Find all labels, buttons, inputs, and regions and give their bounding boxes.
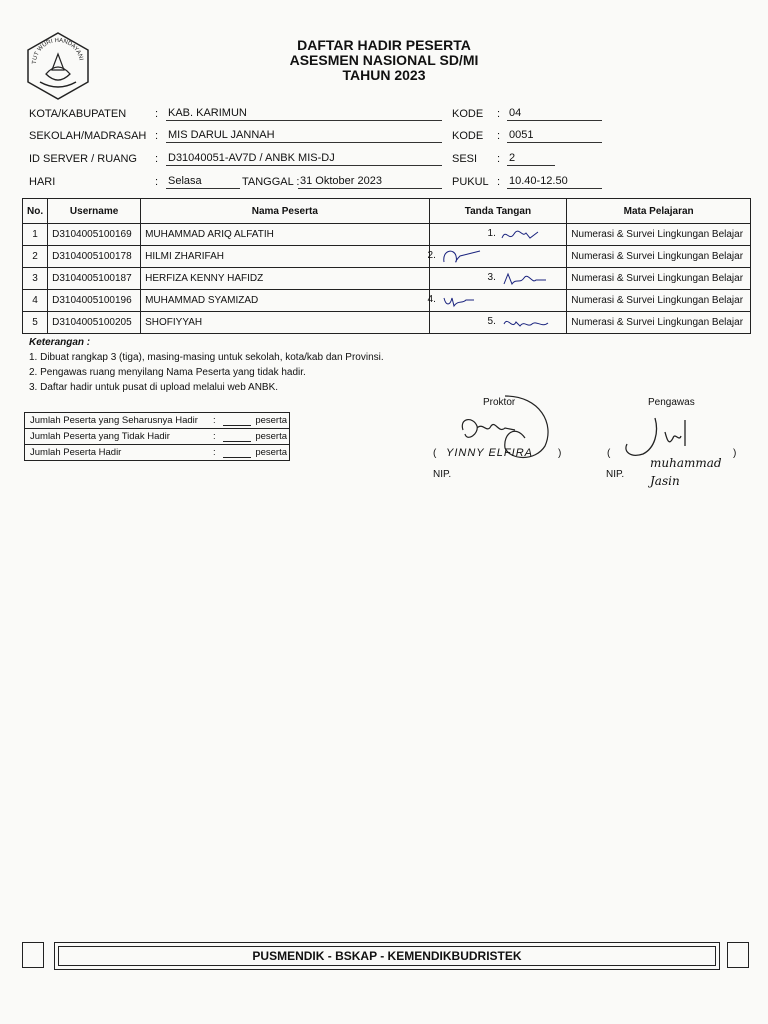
pukul-value: 10.40-12.50 (507, 175, 602, 189)
pukul-label: PUKUL (452, 176, 489, 188)
kode1-value: 04 (507, 107, 602, 121)
proktor-open-paren: ( (433, 448, 437, 459)
handwritten-signature-icon (502, 270, 548, 288)
sekolah-colon: : (155, 130, 159, 142)
sekolah-label: SEKOLAH/MADRASAH (29, 130, 147, 142)
summary-row (25, 429, 289, 445)
header-tanda-tangan: Tanda Tangan (429, 199, 567, 224)
row-mapel: Numerasi & Survei Lingkungan Belajar (567, 290, 751, 312)
signature-number: 2. (427, 250, 436, 261)
keterangan-block (29, 335, 384, 395)
handwritten-signature-icon (442, 292, 476, 310)
row-signature (429, 268, 567, 290)
row-signature (429, 224, 567, 246)
row-no: 3 (23, 268, 48, 290)
handwritten-signature-icon (440, 246, 484, 266)
row-nama: MUHAMMAD ARIQ ALFATIH (141, 224, 429, 246)
keterangan-item: 1. Dibuat rangkap 3 (tiga), masing-masing untuk sekolah, kota/kab dan Provinsi. (29, 352, 384, 363)
keterangan-title: Keterangan : (29, 337, 91, 348)
row-signature (429, 290, 567, 312)
footer-box (54, 942, 720, 970)
tanggal-label: TANGGAL : (242, 176, 300, 188)
kota-value: KAB. KARIMUN (166, 107, 442, 121)
pengawas-open-paren: ( (607, 448, 611, 459)
footer-text: PUSMENDIK - BSKAP - KEMENDIKBUDRISTEK (58, 946, 716, 966)
summary-colon: : (213, 415, 216, 426)
handwritten-signature-icon (502, 314, 550, 332)
row-username: D3104005100178 (48, 246, 141, 268)
summary-label: Jumlah Peserta yang Seharusnya Hadir (30, 415, 198, 426)
kode2-label: KODE (452, 130, 484, 142)
row-no: 5 (23, 312, 48, 334)
pengawas-close-paren: ) (733, 448, 737, 459)
kode2-value: 0051 (507, 129, 602, 143)
kode2-colon: : (497, 130, 501, 142)
row-signature (429, 312, 567, 334)
pengawas-label: Pengawas (648, 397, 695, 408)
keterangan-item: 3. Daftar hadir untuk pusat di upload melalui web ANBK. (29, 382, 279, 393)
summary-blank (223, 445, 251, 458)
summary-unit: peserta (255, 415, 287, 426)
sesi-value: 2 (507, 152, 555, 166)
keterangan-item: 2. Pengawas ruang menyilang Nama Peserta yang tidak hadir. (29, 367, 306, 378)
sekolah-value: MIS DARUL JANNAH (166, 129, 442, 143)
summary-blank (223, 429, 251, 442)
row-username: D3104005100187 (48, 268, 141, 290)
hari-value: Selasa (166, 175, 240, 189)
row-mapel: Numerasi & Survei Lingkungan Belajar (567, 224, 751, 246)
pengawas-nip-label: NIP. (606, 469, 625, 480)
row-username: D3104005100205 (48, 312, 141, 334)
table-row (23, 290, 751, 312)
server-value: D31040051-AV7D / ANBK MIS-DJ (166, 152, 442, 166)
row-username: D3104005100169 (48, 224, 141, 246)
title-line-3: TAHUN 2023 (342, 67, 426, 83)
kode1-label: KODE (452, 108, 484, 120)
table-row (23, 312, 751, 334)
title-line-1: DAFTAR HADIR PESERTA (297, 37, 471, 53)
table-header-row (23, 199, 751, 224)
signature-number: 1. (487, 228, 496, 239)
row-nama: MUHAMMAD SYAMIZAD (141, 290, 429, 312)
summary-unit: peserta (255, 447, 287, 458)
title-line-2: ASESMEN NASIONAL SD/MI (289, 52, 479, 68)
row-nama: HERFIZA KENNY HAFIDZ (141, 268, 429, 290)
table-row (23, 268, 751, 290)
row-no: 1 (23, 224, 48, 246)
summary-label: Jumlah Peserta Hadir (30, 447, 122, 458)
header-no: No. (23, 199, 48, 224)
server-label: ID SERVER / RUANG (29, 153, 137, 165)
summary-row (25, 445, 289, 460)
pukul-colon: : (497, 176, 501, 188)
table-row (23, 246, 751, 268)
attendance-summary-box (24, 412, 290, 461)
row-username: D3104005100196 (48, 290, 141, 312)
footer-right-square (727, 942, 749, 968)
summary-row (25, 413, 289, 429)
server-colon: : (155, 153, 159, 165)
handwritten-signature-icon (500, 226, 540, 244)
kota-colon: : (155, 108, 159, 120)
sesi-colon: : (497, 153, 501, 165)
kota-label: KOTA/KABUPATEN (29, 108, 127, 120)
tanggal-value: 31 Oktober 2023 (298, 175, 442, 189)
sesi-label: SESI (452, 153, 478, 165)
proktor-close-paren: ) (558, 448, 562, 459)
row-mapel: Numerasi & Survei Lingkungan Belajar (567, 246, 751, 268)
summary-blank (223, 413, 251, 426)
summary-label: Jumlah Peserta yang Tidak Hadir (30, 431, 170, 442)
proktor-label: Proktor (483, 397, 516, 408)
logo-text: TUT WURI HANDAYANI (31, 37, 84, 65)
kode1-colon: : (497, 108, 501, 120)
header-mata-pelajaran: Mata Pelajaran (567, 199, 751, 224)
attendance-table (22, 198, 751, 334)
signature-number: 3. (487, 272, 496, 283)
header-username: Username (48, 199, 141, 224)
summary-colon: : (213, 431, 216, 442)
row-signature (429, 246, 567, 268)
row-nama: HILMI ZHARIFAH (141, 246, 429, 268)
row-nama: SHOFIYYAH (141, 312, 429, 334)
signature-number: 4. (427, 294, 436, 305)
row-no: 4 (23, 290, 48, 312)
row-no: 2 (23, 246, 48, 268)
header-nama: Nama Peserta (141, 199, 429, 224)
proktor-nip-label: NIP. (433, 469, 452, 480)
footer-left-square (22, 942, 44, 968)
pengawas-name: muhammad Jasin (650, 456, 722, 488)
row-mapel: Numerasi & Survei Lingkungan Belajar (567, 312, 751, 334)
row-mapel: Numerasi & Survei Lingkungan Belajar (567, 268, 751, 290)
hari-colon: : (155, 176, 159, 188)
summary-colon: : (213, 447, 216, 458)
summary-unit: peserta (255, 431, 287, 442)
signature-number: 5. (487, 316, 496, 327)
hari-label: HARI (29, 176, 56, 188)
proktor-name: YINNY ELFIRA (446, 447, 533, 459)
table-row (23, 224, 751, 246)
